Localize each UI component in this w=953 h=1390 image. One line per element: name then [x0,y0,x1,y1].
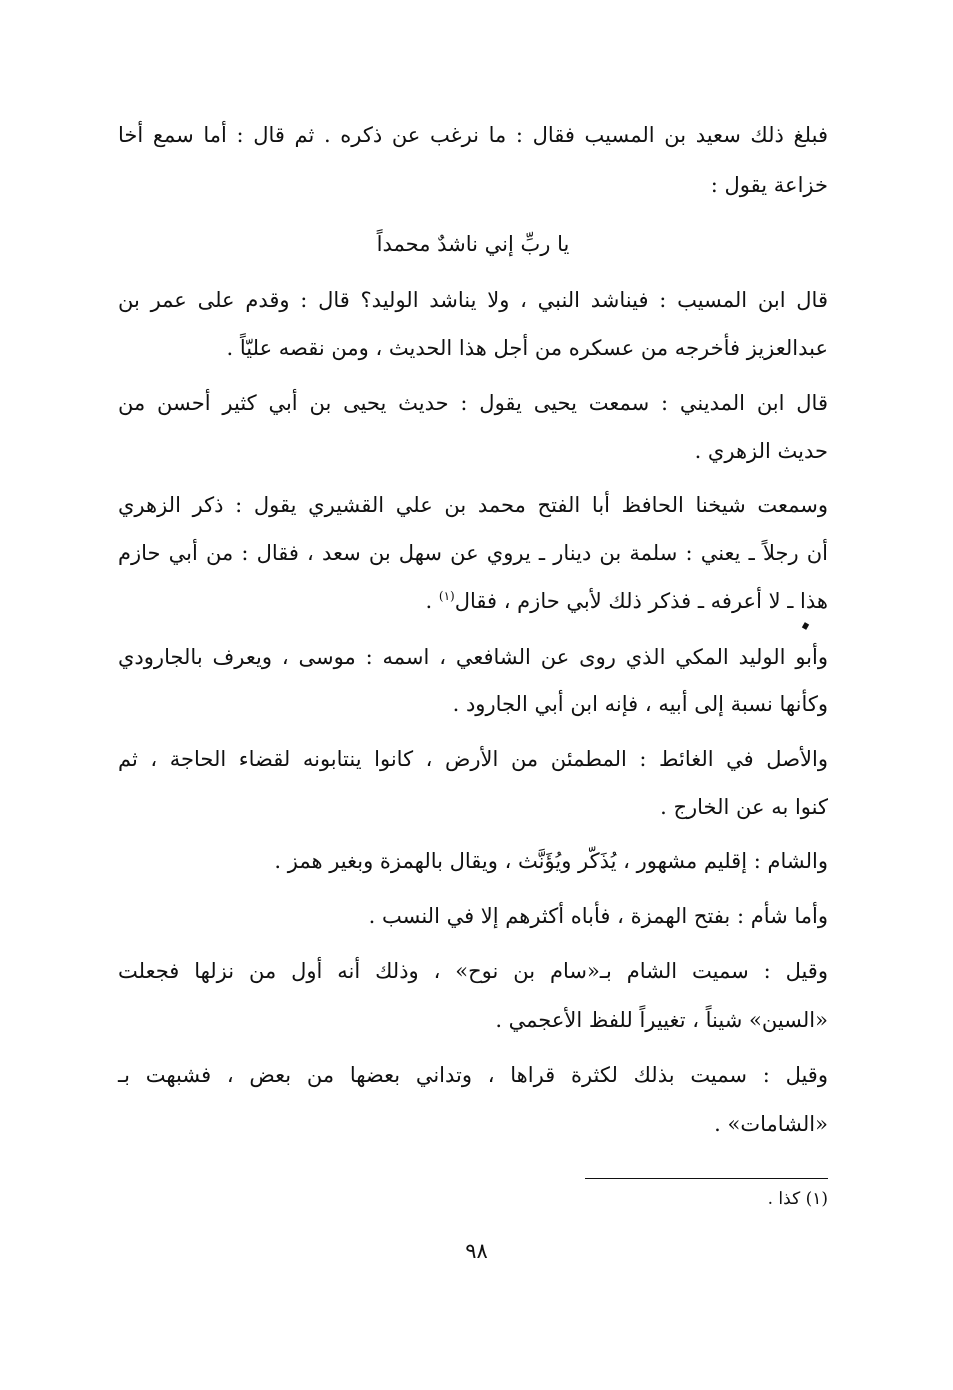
text-line: وسمعت شيخنا الحافظ أبا الفتح محمد بن علي القشيري يقول : ذكر الزهري [118,493,828,517]
text-line: فبلغ ذلك سعيد بن المسيب فقال : ما نرغب عن ذكره . ثم قال : أما سمع أخا [118,123,828,147]
text-line: عبدالعزيز فأخرجه من عسكره من أجل هذا الحديث ، ومن نقصه عليّاً . [226,336,828,360]
footnote-separator [585,1178,828,1179]
text-line: وقيل : سميت بذلك لكثرة قراها ، وتداني بعضها من بعض ، فشبهت بـ [118,1063,828,1087]
text-line: حديث الزهري . [694,439,828,463]
poem-verse: يا ربِّ إني ناشدٌ محمداً [376,232,570,256]
ink-mark [802,622,809,630]
text-line-with-footnote [426,586,828,616]
text-line: كنوا به عن الخارج . [660,795,828,819]
text-line: وقيل : سميت الشام بـ«سام بن نوح» ، وذلك أنه أول من نزلها فجعلت [118,959,828,983]
line-end: . [425,589,433,613]
page-number: ٩٨ [465,1239,488,1263]
text-line: والشام : إقليم مشهور ، يُذَكّر ويُؤَنَّث ، ويقال بالهمزة وبغير همز . [274,849,828,873]
text-line: «السين» شيناً ، تغييراً للفظ الأعجمي . [495,1008,828,1032]
text-line: وأما شأم : بفتح الهمزة ، فأباه أكثرهم إلا في النسب . [368,904,828,928]
text-line: قال ابن المسيب : فيناشد النبي ، ولا يناشد الوليد؟ قال : وقدم على عمر بن [118,288,828,312]
text-line: خزاعة يقول : [710,173,828,197]
footnote-reference: (١) [438,589,455,603]
text-line: وكأنها نسبة إلى أبيه ، فإنه ابن أبي الجارود . [452,692,828,716]
line-text: هذا ـ لا أعرفه ـ فذكر ذلك لأبي حازم ، فقال [454,589,828,613]
text-line: أن رجلاً ـ يعني : سلمة بن دينار ـ يروي عن سهل بن سعد ، فقال : من أبي حازم [118,541,828,565]
text-line: قال ابن المديني : سمعت يحيى يقول : حديث يحيى بن أبي كثير أحسن من [118,391,828,415]
footnote: (١) كذا . [767,1189,828,1209]
text-line: وأبو الوليد المكي الذي روى عن الشافعي ، اسمه : موسى ، ويعرف بالجارودي [118,645,828,669]
text-line: «الشامات» . [714,1112,828,1136]
text-line: والأصل في الغائط : المطمئن من الأرض ، كانوا ينتابونه لقضاء الحاجة ، ثم [118,747,828,771]
